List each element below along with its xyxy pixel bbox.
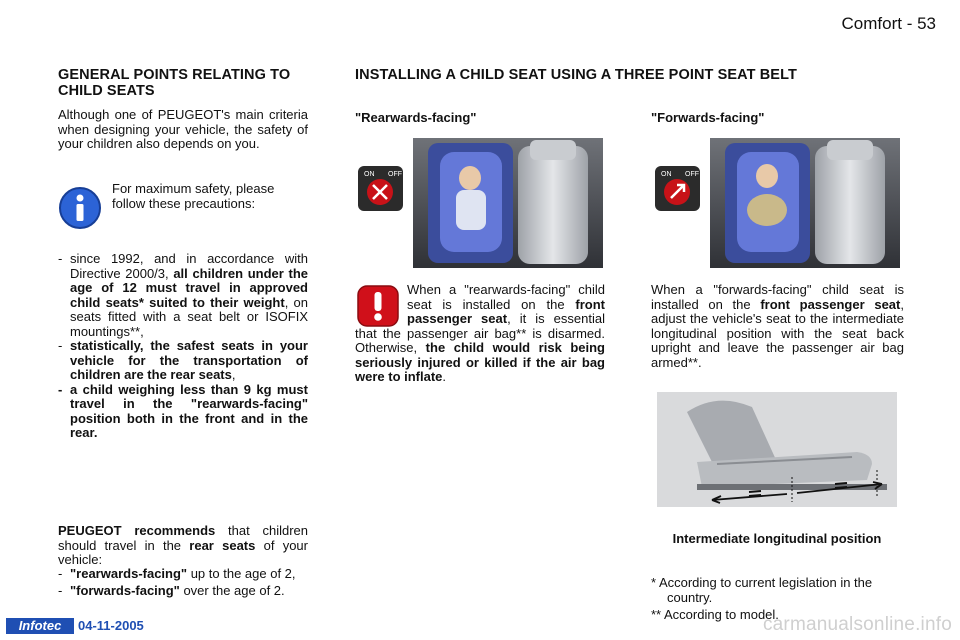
list-item: - "rearwards-facing" up to the age of 2, — [58, 566, 296, 581]
seat-caption: Intermediate longitudinal position — [672, 531, 882, 546]
svg-text:ON: ON — [661, 171, 672, 178]
list-item: - since 1992, and in accordance with Directive 2000/3, all children under the age of 12 must travel in approved child seats* suited to their weight, on seats fitted with a seat belt or ISOFIX mountings**, — [58, 251, 309, 339]
general-points-heading: GENERAL POINTS RELATING TO CHILD SEATS — [58, 67, 291, 99]
installing-heading: INSTALLING A CHILD SEAT USING A THREE POINT SEAT BELT — [355, 67, 797, 83]
forwards-seat-illustration — [655, 138, 900, 268]
rearwards-seat-illustration — [358, 138, 603, 268]
rearwards-warning: When a "rearwards-facing" child seat is installed on the front passenger seat, it is essential that the passenger air bag** is disarmed. Otherwise, the child would risk being seriously injured or killed if the air bag were to inflate. — [355, 282, 605, 384]
forwards-title: "Forwards-facing" — [651, 110, 765, 125]
recommend-paragraph: PEUGEOT recommends that children should travel in the rear seats of your vehicle: — [58, 523, 308, 567]
seat-position-illustration — [657, 392, 897, 507]
recommend-list — [58, 567, 308, 598]
svg-text:ON: ON — [364, 171, 375, 178]
list-item: - "forwards-facing" over the age of 2. — [58, 582, 285, 598]
list-item: - statistically, the safest seats in your vehicle for the transportation of children are the rear seats, — [58, 338, 308, 382]
intro-paragraph: Although one of PEUGEOT's main criteria when designing your vehicle, the safety of your children also depends on you. — [58, 107, 308, 151]
list-item: - a child weighing less than 9 kg must travel in the "rearwards-facing" position both in the front and in the rear. — [58, 381, 308, 440]
footnote: * According to current legislation in the country. — [651, 575, 873, 605]
infotec-logo: Infotec — [6, 618, 74, 634]
precautions-list — [58, 252, 308, 441]
watermark: carmanualsonline.info — [762, 614, 952, 635]
svg-text:OFF: OFF — [685, 171, 699, 178]
rearwards-title: "Rearwards-facing" — [355, 110, 477, 125]
info-note: For maximum safety, please follow these precautions: — [112, 181, 275, 211]
forwards-text: When a "forwards-facing" child seat is installed on the front passenger seat, adjust the vehicle's seat to the intermediate longitudinal position with the seat back upright and leave the passenger air bag armed**. — [651, 282, 904, 370]
footnote: ** According to model. — [651, 607, 779, 622]
page-header: Comfort - 53 — [841, 14, 936, 33]
footer-date: 04-11-2005 — [78, 618, 144, 633]
svg-text:OFF: OFF — [388, 171, 402, 178]
info-icon — [58, 186, 102, 230]
